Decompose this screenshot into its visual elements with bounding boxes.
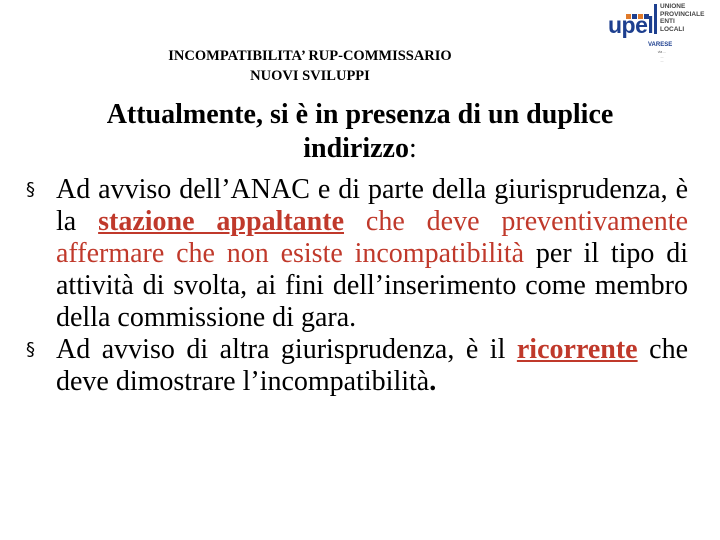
bullet-text: Ad avviso di altra giurisprudenza, è il [56, 334, 517, 365]
heading-word: indirizzo [303, 133, 409, 164]
logo-fine-line: via ... [657, 50, 667, 54]
logo-fine-line: ... [660, 54, 664, 59]
bullet-text: che deve dimostrare l’incompatibilità [56, 334, 689, 397]
logo-org-line: UNIONE [660, 3, 686, 10]
heading-line [40, 132, 680, 166]
bullet-text: Ad avviso dell’ANAC e di parte della giurisprudenza, è la [56, 174, 688, 237]
heading-colon: : [408, 133, 417, 164]
logo-city: VARESE [648, 42, 673, 48]
logo-brand: upel [608, 12, 654, 38]
highlight-incompatibilita: incompatibilità [354, 238, 525, 269]
logo-fine-print [608, 50, 716, 64]
highlight-stazione-appaltante: stazione appaltante [98, 206, 345, 237]
slide-header [150, 46, 470, 86]
heading-line: Attualmente, si è in presenza di un duplice [106, 99, 614, 130]
header-subtitle: NUOVI SVILUPPI [250, 68, 370, 84]
highlight-red-text: che deve preventivamente affermare che non esiste [56, 206, 689, 269]
bullet-period: . [429, 366, 437, 397]
bullet-text: per il tipo di attività di svolta, ai fini dell’inserimento come membro della commissione di gara. [56, 238, 689, 333]
logo-fine-line: ... [660, 59, 664, 63]
bullet-item [26, 174, 688, 334]
bullet-marker-icon: § [26, 339, 35, 360]
logo-org-line: LOCALI [660, 25, 685, 33]
header-title: INCOMPATIBILITA’ RUP-COMMISSARIO [168, 48, 452, 64]
upel-logo [604, 2, 716, 68]
logo-divider [654, 4, 657, 34]
bullet-list [26, 174, 688, 398]
bullet-text [343, 238, 355, 269]
bullet-item [26, 334, 688, 398]
logo-org-line: PROVINCIALE [660, 10, 705, 18]
logo-org-name [660, 3, 716, 33]
highlight-ricorrente: ricorrente [516, 334, 638, 365]
bullet-text [344, 206, 366, 237]
slide-heading [40, 98, 680, 166]
bullet-marker-icon: § [26, 179, 35, 200]
logo-org-line: ENTI [660, 18, 675, 25]
